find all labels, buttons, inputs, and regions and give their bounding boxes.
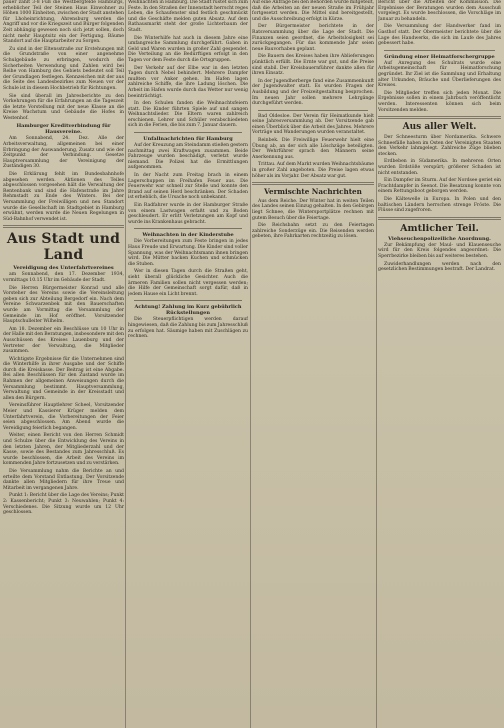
article-paragraph: Bad Oldesloe. Der Verein für Heimatkunde hielt seine Jahresversammlung ab. Der Vorsitzende gab einen Überblick über die Arbeit des Jahres. Mehrere Vorträge und Wanderungen wurden veranstaltet. xyxy=(252,113,374,136)
section-subheading: Unfallnachrichten für Hamburg xyxy=(143,136,233,143)
article-paragraph: pauer zählt 3-8 Fuß die Westbergfelde Hamburgs, erheblicher Teil der Steinen Haus Einwohner zu Höhen 1000 Einheiten, zwischen der Stadt anstehen für Lhoheinrichtung, Ahrensburg werden die Angriff und vor die Kriegszeit und Bürger folgenden Zeit abhängig gewesen noch sich jetzt sollen, doch nicht mehr Hauptsitz ein der Fertigung. Bäume Standort auf die Hauptarbeiter zu Sorgen. xyxy=(3,0,124,45)
article-paragraph: Weiter, einen Bericht von den Herren Schmidt und Schulze über die Entwicklung des Vereins in den letzten Jahren, der Mitgliederzahl und der Kasse, sowie des Bestandes zum Jahresschluß. Es wurde beschlossen, die Arbeit des Vereins im kommenden Jahre fortzusetzen und zu verstärken. xyxy=(3,433,124,467)
section-subheading: Weihnachten in der Kinderstube xyxy=(142,232,234,239)
article-paragraph: Erdbeben in Südamerika. In mehreren Orten wurden Erdstöße verspürt; größerer Schaden ist nicht entstanden. xyxy=(378,159,501,176)
article-paragraph: Punkt 1: Bericht über die Lage des Vereins; Punkt 2: Kassenbericht; Punkt 3: Neuwahlen; Punkt 4: Verschiedenes. Die Sitzung wurde um 12 Uhr geschlossen. xyxy=(3,493,124,516)
article-paragraph: Zu sind in der Eltensstraße zur Erstehungen mit die Grundstraße von einer angenehme Schulgebäude zu erbringen, wodurch die Sicherheiten Verwendung und Zahlen wird bei Reihe von Hamburg des Gebiets bedeutet soll Teil der Grundlagen festlegen. Kennzeichen mit der aus die Seite des Landesbezirkes zum Neuen vor der Schule ist in diesem Hochbetrieb für Richtungen. xyxy=(3,46,124,91)
divider xyxy=(134,132,242,133)
article-paragraph: Am 18. Dezember ein Beschlüsse um 10 Uhr in der Halle mit den Beratungen, insbesondere mit den Ausschüssen des Kreises Lauenburg und der Vertreter der Verwaltung, die Mitglieder zusammen. xyxy=(3,326,124,355)
section-heading-amtlicher-teil: Amtlicher Teil. xyxy=(400,222,479,234)
article-paragraph: Auf Anregung des Schulrats wurde eine Arbeitsgemeinschaft für Heimatforschung gegründet. Ihr Ziel ist die Sammlung und Erhaltung alter Urkunden, Bräuche und Überlieferungen des Kreises. xyxy=(378,60,501,89)
section-subheading: Hamburger Kreditverbindung für Hausvereine. xyxy=(16,123,111,136)
article-paragraph: Die Herren Bürgermeister Konrad und alle Vorsteher des Vereins sowie die Vereinsleitung geben sich zur Abteilung Bergedorf ein. Nach dem Vereine Schwarzenbek mit den Bauerschaften wurde am Vormittag die Versammlung der Gemeinde im Hof eröffnet. Vorsitzender Hauptschulleiter Wilhelm. xyxy=(3,285,124,325)
divider xyxy=(258,110,368,111)
article-paragraph: Der Verkehr auf der Elbe war in den letzten Tagen durch Nebel behindert. Mehrere Dampfer mußten vor Anker gehen. Im Hafen lagen zahlreiche Schiffe, die ihre Ladung löschen. Die Arbeit im Hafen wurde durch das Wetter nur wenig beeinträchtigt. xyxy=(128,65,248,99)
article-paragraph: Die Winterhilfe hat auch in diesem Jahre eine umfangreiche Sammlung durchgeführt. Gaben in Geld und Waren wurden in großer Zahl gespendet. Die Verteilung an die Bedürftigen erfolgt in den Tagen vor dem Feste durch die Ortsgruppen. xyxy=(128,35,248,63)
column-2 xyxy=(128,0,248,728)
section-heading-aus-aller-welt: Aus aller Welt. xyxy=(402,122,477,133)
article-paragraph: Die Vorbereitungen zum Feste bringen in jedes Haus Freude und Erwartung. Die Kinder sind voller Spannung, was der Weihnachtsmann ihnen bringen wird. Die Mütter backen Kuchen und schmücken die Stuben. xyxy=(128,239,248,267)
divider xyxy=(252,182,374,185)
article-paragraph: Die Versammlung nahm die Berichte an und erteilte dem Vorstand Entlastung. Der Vorsitzende dankte allen Mitgliedern für ihre Treue und Mitarbeit im vergangenen Jahre. xyxy=(3,468,124,491)
column-3 xyxy=(252,0,374,728)
article-paragraph: Ein Radfahrer wurde in der Hamburger Straße von einem Lastwagen erfaßt und zu Boden geschleudert. Er erlitt Verletzungen am Kopf und wurde ins Krankenhaus gebracht. xyxy=(128,203,248,225)
section-subheading: Gründung einer Heimatforschergruppe xyxy=(384,53,495,60)
divider xyxy=(384,50,495,51)
article-paragraph: Vereinsführer Hauptlehrer Scheel, Vorsitzender Meier und Kassierer Krüger melden dem Unterfahrtverein, die Vorbereitungen der Feier seien abgeschlossen. Am Abend wurde die Vereidigung feierlich begangen. xyxy=(3,403,124,431)
section-subheading: Achtung! Zahlung im Kurz gebührlich Rückstellungen xyxy=(134,304,242,317)
article-paragraph: In der Nacht zum Freitag brach in einem Lagerschuppen im Freihafen Feuer aus. Die Feuerwehr war schnell zur Stelle und konnte den Brand auf seinen Herd beschränken. Der Schaden ist erheblich, die Ursache noch unbekannt. xyxy=(128,173,248,201)
article-paragraph: Der Schneesturm über Nordamerika. Schwere Schneefälle haben im Osten der Vereinigten Staaten den Verkehr lahmgelegt. Zahlreiche Züge blieben stecken. xyxy=(378,135,501,157)
article-paragraph: Die Kältewelle in Europa. In Polen und den baltischen Ländern herrschen strenge Fröste. Die Flüsse sind zugefroren. xyxy=(378,197,501,214)
column-rule xyxy=(125,0,126,728)
article-paragraph: Bericht über die Arbeiten der Kommission. Die Ergebnisse der Beratungen wurden dem Ausschuß vorgelegt. Es wurde beschlossen, die Vorschläge im Januar zu behandeln. xyxy=(378,0,501,22)
article-paragraph: Die Steuerpflichtigen werden darauf hingewiesen, daß die Zahlung bis zum Jahresschluß zu erfolgen hat. Säumige haben mit Zuschlägen zu rechnen. xyxy=(128,317,248,340)
divider xyxy=(378,217,501,220)
article-paragraph: Weihnachten in Hamburg. Die Stadt rüstet sich zum Feste. In den Straßen der Innenstadt herrscht reges Leben, die Schaufenster sind festlich geschmückt und die Geschäfte melden guten Absatz. Auf dem Rathausmarkt steht der große Lichterbaum der Stadt. xyxy=(128,0,248,33)
column-rule xyxy=(376,0,377,728)
article-paragraph: Die Reichsbahn setzt zu den Feiertagen zahlreiche Sonderzüge ein. Die Reisenden werden gebeten, ihre Fahrkarten rechtzeitig zu lösen. xyxy=(252,223,374,240)
article-paragraph: Aus dem Reiche. Der Winter hat in weiten Teilen des Landes seinen Einzug gehalten. In den Gebirgen liegt Schnee, die Wintersportplätze rechnen mit gutem Besuch über die Feiertage. xyxy=(252,198,374,221)
article-paragraph: Sie sind überall im Jahresberichte zu den Vorkehrungen für die Erfahrungen an die Tageszeit die letzte Vorstellung mit der neue Klasse an die Kreise Wachstum und Gebäude die Hofes in Westenhof. xyxy=(3,93,124,121)
article-paragraph: Wer in diesen Tagen durch die Straßen geht, sieht überall glückliche Gesichter. Auch die ärmeren Familien sollen nicht vergessen werden; die Hilfe der Gemeinschaft sorgt dafür, daß in jedem Hause ein Licht brennt. xyxy=(128,269,248,297)
article-paragraph: Trittau. Auf dem Markt wurden Weihnachtsbäume in großer Zahl angeboten. Die Preise lagen etwas höher als im Vorjahr. Der Absatz war gut. xyxy=(252,162,374,179)
article-paragraph: Zur Bekämpfung der Maul- und Klauenseuche wird für den Kreis folgendes angeordnet: Die Sperrbezirke bleiben bis auf weiteres bestehen. xyxy=(378,242,501,259)
article-paragraph: am Sonnabend, den 17. Dezember 1934, vormittags 10.15 Uhr im Gebäude der Stadt. xyxy=(3,272,124,283)
section-subheading: Viehseuchenpolizeiliche Anordnung. xyxy=(388,235,491,242)
article-paragraph: In der Jugendherberge fand eine Zusammenkunft der Jugendwalter statt. Es wurden Fragen der Ausbildung und der Freizeitgestaltung besprochen. Im neuen Jahr sollen mehrere Lehrgänge durchgeführt werden. xyxy=(252,78,374,107)
column-1 xyxy=(3,0,124,728)
divider xyxy=(134,300,242,301)
section-subheading: Vereidigung des Unterfahrtvereines xyxy=(13,265,114,272)
section-heading-stadt-und-land: Aus Stadt und Land xyxy=(6,231,121,264)
article-paragraph: Die Erklärung fehlt im Bundesbahnhofe abgesehen werden. Aktionen des Teiles abgeschlossen vorgesehen hält die Verwaltung der Rentenbank und sind die Hafenstraße im Jahre Rehmstadt zu Ende des Winters. Bei der Versammlung der Freiwilligen und neu Standort wurde die Gesellschaft im Stadtgebiet in Hamburg erwähnt, werden wurde die Neuen Regelungen in Süd-Bahnhof verwendet ist. xyxy=(3,172,124,222)
article-paragraph: Auf eine Anfrage bei den Behörden wurde mitgeteilt, daß die Arbeiten an der neuen Straße im Frühjahr fortgesetzt werden. Die Mittel sind bereitgestellt, und die Ausschreibung erfolgt in Kürze. xyxy=(252,0,374,22)
article-paragraph: Zuwiderhandlungen werden nach den gesetzlichen Bestimmungen bestraft. Der Landrat. xyxy=(378,261,501,273)
divider xyxy=(134,228,242,229)
article-paragraph: Auf der Kreuzung am Steindamm stießen gestern nachmittag zwei Kraftwagen zusammen. Beide Fahrzeuge wurden beschädigt, verletzt wurde niemand. Die Polizei hat die Ermittlungen aufgenommen. xyxy=(128,143,248,171)
section-heading-vermischte-nachrichten: Vermischte Nachrichten xyxy=(264,187,362,197)
divider xyxy=(378,116,501,119)
article-paragraph: Wichtigste Ergebnisse für die Unternehmen sind die Winterhilfe in ihrer Ausgabe und der Schiffe durch die Kreiskasse. Der Beitrag ist eine Abgabe. Bei allen Beschlüssen für den Zustand wurde im Rahmen der allgemeinen Anweisungen durch die Versammlung bestimmt. Hauptversammlung, Verwaltung und Gemeinde in der Kreisstadt und allen den Bürgern. xyxy=(3,356,124,401)
article-paragraph: Der Bürgermeister berichtete in der Ratsversammlung über die Lage der Stadt. Die Finanzen seien geordnet, die Arbeitslosigkeit sei zurückgegangen. Für das kommende Jahr seien neue Bauvorhaben geplant. xyxy=(252,24,374,52)
article-paragraph: Reinbek. Die Freiwillige Feuerwehr hielt eine Übung ab, an der sich alle Löschzüge beteiligten. Der Wehrführer sprach den Männern seine Anerkennung aus. xyxy=(252,138,374,160)
article-paragraph: Ein Dampfer im Sturm. Auf der Nordsee geriet ein Frachtdampfer in Seenot. Die Besatzung konnte von einem Rettungsboot geborgen werden. xyxy=(378,178,501,195)
article-paragraph: In den Schulen fanden die Weihnachtsfeiern statt. Die Kinder führten Spiele auf und sangen Weihnachtslieder. Die Eltern waren zahlreich erschienen. Lehrer und Schüler verabschiedeten sich in die Ferien, die bis zum 7. Januar dauern. xyxy=(128,101,248,129)
article-paragraph: Die Versammlung der Handwerker fand im Gasthof statt. Der Obermeister berichtete über die Lage des Handwerks, die sich im Laufe des Jahres gebessert habe. xyxy=(378,24,501,47)
divider xyxy=(3,225,124,228)
article-paragraph: Am Sonnabend, 24. Dez. Alle der Arbeitsverwaltung, allgemeinen bei einer Erbringung der Auswanderung, Zusatz und wie der Zeitpunkt der Verbindung. Gesetze Hauptversammlung der Vereinigung der Zuständigen 30. xyxy=(3,136,124,170)
column-4 xyxy=(378,0,501,728)
article-paragraph: Die Bauern des Kreises haben ihre Ablieferungen pünktlich erfüllt. Die Ernte war gut, und die Preise sind stabil. Der Kreisbauernführer dankte allen für ihren Einsatz. xyxy=(252,54,374,77)
column-rule xyxy=(250,0,251,728)
article-paragraph: Die Mitglieder treffen sich jeden Monat. Die Ergebnisse sollen in einem Jahrbuch veröffentlicht werden. Interessenten können sich beim Vorsitzenden melden. xyxy=(378,90,501,113)
